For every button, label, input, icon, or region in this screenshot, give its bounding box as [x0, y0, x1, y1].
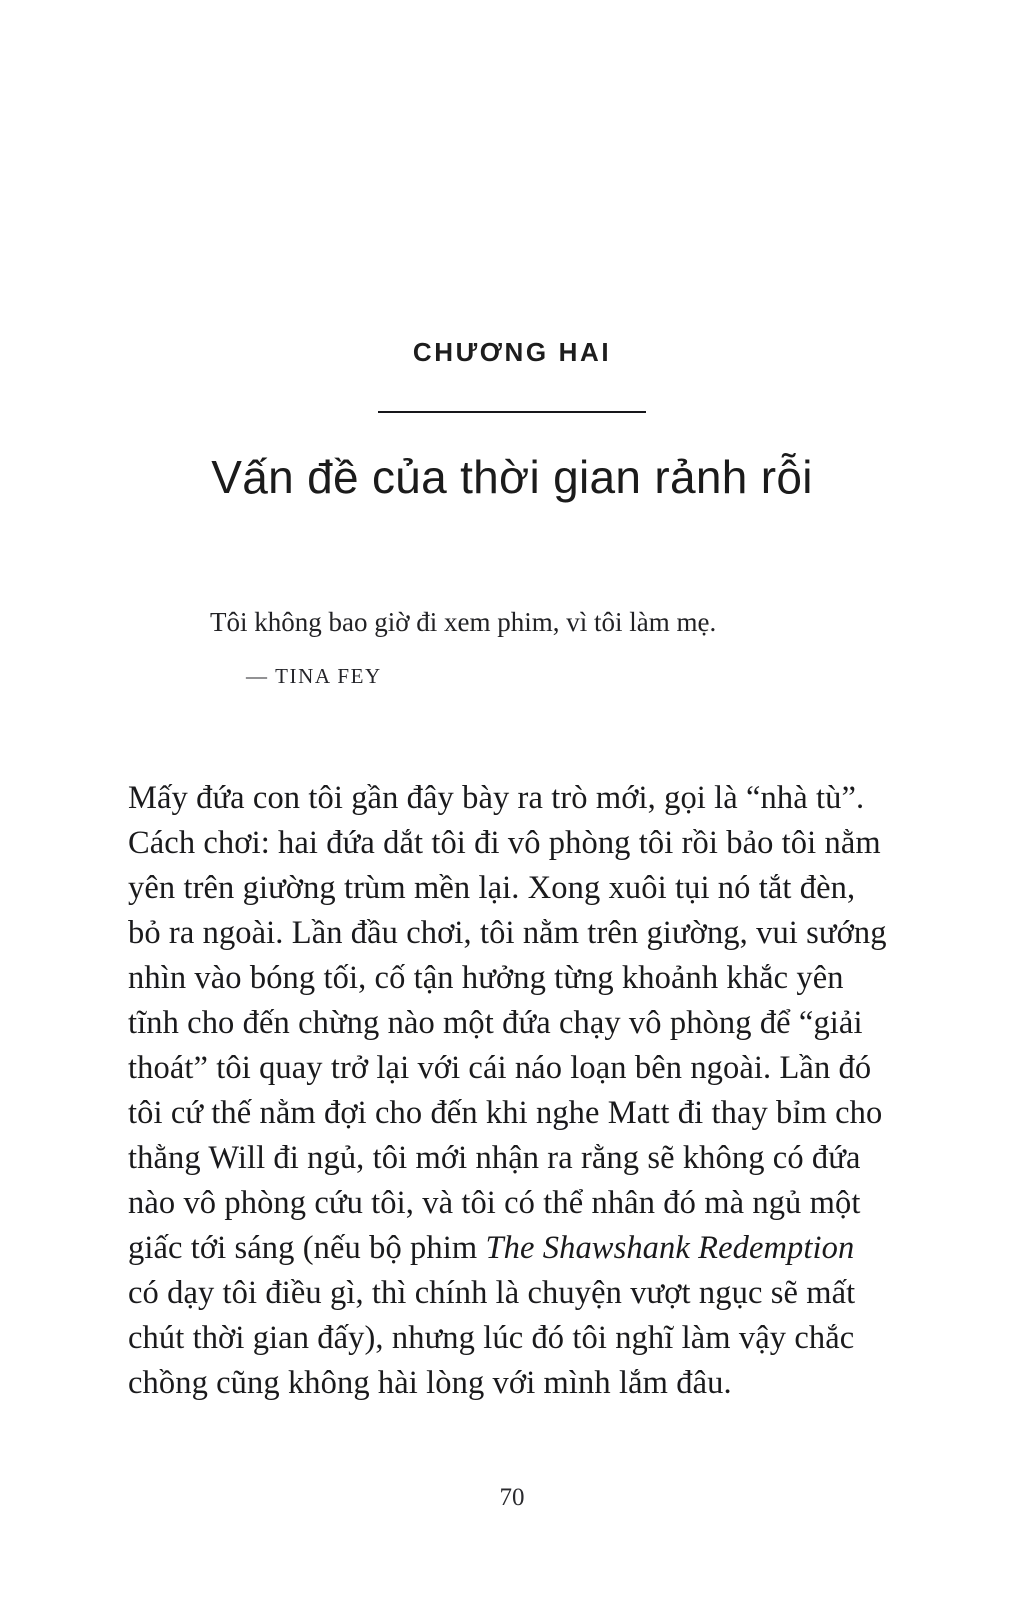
body-line: có dạy tôi điều gì, thì chính là chuyện vượt ngục sẽ mất: [128, 1275, 856, 1311]
body-line: Cách chơi: hai đứa dắt tôi đi vô phòng tôi rồi bảo tôi nằm: [128, 825, 881, 861]
epigraph-quote: Tôi không bao giờ đi xem phim, vì tôi làm mẹ.: [210, 607, 717, 637]
body-line: thằng Will đi ngủ, tôi mới nhận ra rằng sẽ không có đứa: [128, 1140, 861, 1176]
film-title-italic: The Shawshank Redemption: [485, 1230, 855, 1266]
body-line: tĩnh cho đến chừng nào một đứa chạy vô phòng để “giải: [128, 1005, 863, 1041]
body-line: yên trên giường trùm mền lại. Xong xuôi tụi nó tắt đèn,: [128, 870, 856, 906]
page-number: 70: [499, 1484, 525, 1511]
body-line: bỏ ra ngoài. Lần đầu chơi, tôi nằm trên giường, vui sướng: [128, 915, 887, 951]
epigraph: [210, 604, 830, 689]
chapter-label: CHƯƠNG HAI: [412, 337, 612, 367]
body-line: tôi cứ thế nằm đợi cho đến khi nghe Matt đi thay bỉm cho: [128, 1095, 883, 1131]
body-line: Mấy đứa con tôi gần đây bày ra trò mới, gọi là “nhà tù”.: [128, 780, 865, 816]
body-line: chút thời gian đấy), nhưng lúc đó tôi nghĩ làm vậy chắc: [128, 1320, 855, 1356]
body-line: nào vô phòng cứu tôi, và tôi có thể nhân đó mà ngủ một: [128, 1185, 861, 1221]
body-line: thoát” tôi quay trở lại với cái náo loạn bên ngoài. Lần đó: [128, 1050, 872, 1086]
epigraph-attribution: — TINA FEY: [246, 664, 382, 689]
body-line: giấc tới sáng (nếu bộ phim The Shawshank Redemption: [128, 1230, 855, 1266]
body-paragraph: [128, 776, 887, 1406]
body-line: nhìn vào bóng tối, cố tận hưởng từng khoảnh khắc yên: [128, 960, 844, 996]
chapter-title: Vấn đề của thời gian rảnh rỗi: [211, 450, 813, 503]
chapter-divider-rule: [378, 411, 646, 413]
body-line: chồng cũng không hài lòng với mình lắm đâu.: [128, 1365, 732, 1401]
chapter-header: [0, 338, 1024, 505]
